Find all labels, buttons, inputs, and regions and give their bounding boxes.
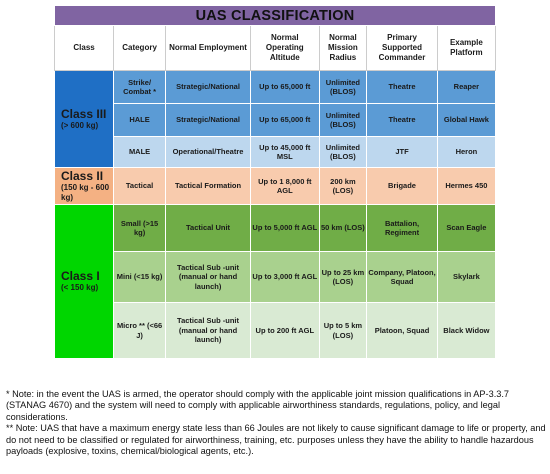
altitude-cell: Up to 65,000 ft xyxy=(251,71,319,104)
category-cell: MALE xyxy=(114,137,166,168)
table-title: UAS CLASSIFICATION xyxy=(55,6,496,26)
radius-cell: 50 km (LOS) xyxy=(319,205,367,252)
employment-cell: Tactical Sub -unit (manual or hand launch) xyxy=(166,303,251,359)
commander-cell: Battalion, Regiment xyxy=(367,205,438,252)
category-cell: Mini (<15 kg) xyxy=(114,252,166,303)
radius-cell: Unlimited (BLOS) xyxy=(319,71,367,104)
class-i-weight: (< 150 kg) xyxy=(61,283,99,292)
employment-cell: Tactical Formation xyxy=(166,168,251,205)
commander-cell: Brigade xyxy=(367,168,438,205)
altitude-cell: Up to 5,000 ft AGL xyxy=(251,205,319,252)
footnotes xyxy=(6,389,548,457)
category-cell: HALE xyxy=(114,104,166,137)
table-row xyxy=(55,303,496,359)
category-cell: Tactical xyxy=(114,168,166,205)
header-platform: Example Platform xyxy=(437,26,495,71)
table-row xyxy=(55,137,496,168)
employment-cell: Tactical Sub -unit (manual or hand launch) xyxy=(166,252,251,303)
altitude-cell: Up to 1 8,000 ft AGL xyxy=(251,168,319,205)
radius-cell: Up to 25 km (LOS) xyxy=(319,252,367,303)
platform-cell: Scan Eagle xyxy=(437,205,495,252)
class-i-cell xyxy=(55,205,114,359)
class-iii-cell xyxy=(55,71,114,168)
commander-cell: Company, Platoon, Squad xyxy=(367,252,438,303)
header-category: Category xyxy=(114,26,166,71)
commander-cell: Theatre xyxy=(367,104,438,137)
radius-cell: 200 km (LOS) xyxy=(319,168,367,205)
employment-cell: Strategic/National xyxy=(166,71,251,104)
commander-cell: Platoon, Squad xyxy=(367,303,438,359)
table-row xyxy=(55,104,496,137)
altitude-cell: Up to 65,000 ft xyxy=(251,104,319,137)
footnote-energy: ** Note: UAS that have a maximum energy state less than 66 Joules are not likely to cause significant damage to life or property, and do not need to be classified or regulated for airworthiness, training, etc. purposes unless they have the ability to handle hazardous payloads (explosive, toxins, chemical/biological agents, etc.). xyxy=(6,423,546,457)
footnote-armed: * Note: in the event the UAS is armed, the operator should comply with the applicable joint mission qualifications in AP-3.3.7 (STANAG 4670) and the system will need to comply with applicable airworthiness standards, regulations, policy, and legal considerations. xyxy=(6,389,510,422)
header-radius: Normal Mission Radius xyxy=(319,26,367,71)
class-i-label: Class I xyxy=(61,269,100,283)
class-iii-label: Class III xyxy=(61,106,107,121)
platform-cell: Skylark xyxy=(437,252,495,303)
table-row xyxy=(55,168,496,205)
category-cell: Micro ** (<66 J) xyxy=(114,303,166,359)
employment-cell: Tactical Unit xyxy=(166,205,251,252)
class-ii-cell xyxy=(55,168,114,205)
platform-cell: Global Hawk xyxy=(437,104,495,137)
class-iii-weight: (> 600 kg) xyxy=(61,120,99,130)
header-altitude: Normal Operating Altitude xyxy=(251,26,319,71)
radius-cell: Up to 5 km (LOS) xyxy=(319,303,367,359)
commander-cell: Theatre xyxy=(367,71,438,104)
platform-cell: Reaper xyxy=(437,71,495,104)
header-employment: Normal Employment xyxy=(166,26,251,71)
category-cell: Small (>15 kg) xyxy=(114,205,166,252)
altitude-cell: Up to 3,000 ft AGL xyxy=(251,252,319,303)
radius-cell: Unlimited (BLOS) xyxy=(319,104,367,137)
uas-classification-table xyxy=(54,5,496,359)
radius-cell: Unlimited (BLOS) xyxy=(319,137,367,168)
category-cell: Strike/ Combat * xyxy=(114,71,166,104)
table-row xyxy=(55,71,496,104)
class-ii-weight: (150 kg - 600 kg) xyxy=(61,182,110,202)
platform-cell: Heron xyxy=(437,137,495,168)
header-row xyxy=(55,26,496,71)
employment-cell: Operational/Theatre xyxy=(166,137,251,168)
employment-cell: Strategic/National xyxy=(166,104,251,137)
header-commander: Primary Supported Commander xyxy=(367,26,438,71)
platform-cell: Black Widow xyxy=(437,303,495,359)
class-ii-label: Class II xyxy=(61,168,104,183)
altitude-cell: Up to 45,000 ft MSL xyxy=(251,137,319,168)
table-row xyxy=(55,205,496,252)
header-class: Class xyxy=(55,26,114,71)
platform-cell: Hermes 450 xyxy=(437,168,495,205)
table-row xyxy=(55,252,496,303)
altitude-cell: Up to 200 ft AGL xyxy=(251,303,319,359)
commander-cell: JTF xyxy=(367,137,438,168)
